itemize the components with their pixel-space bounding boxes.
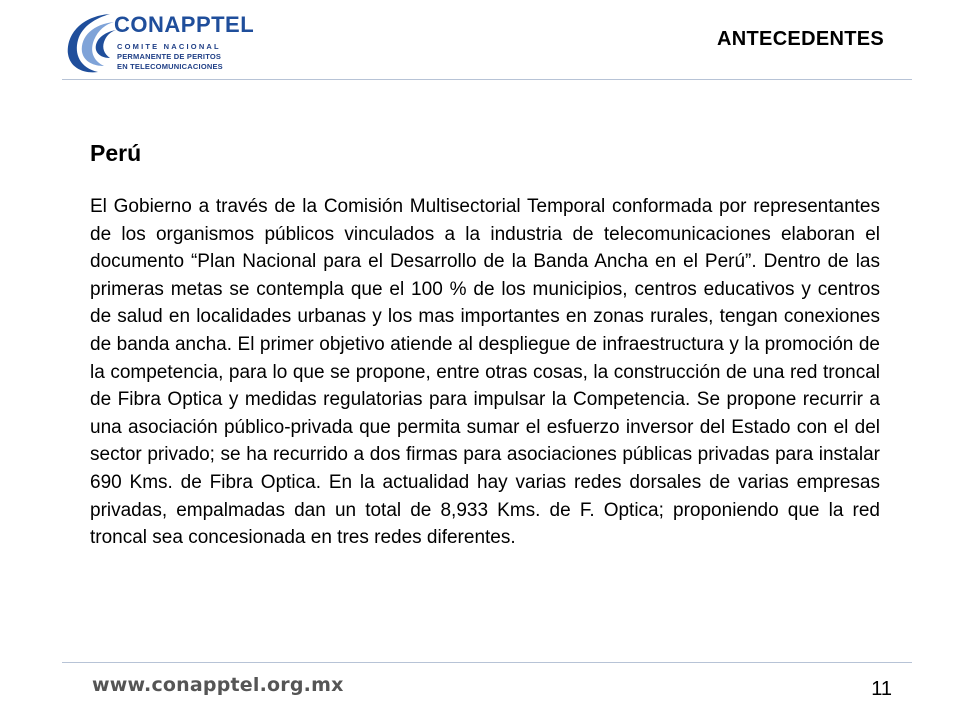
logo-name: CONAPPTEL (114, 12, 255, 37)
logo-subtitle-line3: EN TELECOMUNICACIONES (117, 62, 223, 71)
logo-swoosh-icon (62, 8, 118, 76)
main-content (90, 140, 880, 552)
page-header-title: ANTECEDENTES (717, 28, 884, 50)
footer-divider (62, 662, 912, 663)
logo-subtitle-line2: PERMANENTE DE PERITOS (117, 52, 222, 61)
footer-website-link[interactable]: www.conapptel.org.mx (92, 674, 344, 696)
header-divider (62, 79, 912, 80)
conapptel-logo (62, 8, 255, 76)
logo-subtitle-line1: COMITE NACIONAL (117, 42, 221, 51)
page-number: 11 (871, 678, 892, 700)
section-title: Perú (90, 140, 142, 166)
body-paragraph: El Gobierno a través de la Comisión Multisectorial Temporal conformada por representantes de los organismos públicos vinculados a la industria de telecomunicaciones elaboran el documento “Plan Nacional para el Desarrollo de la Banda Ancha en el Perú”. Dentro de las primeras metas se contempla que el 100 % de los municipios, centros educativos y centros de salud en localidades urbanas y los mas importantes en zonas rurales, tengan conexiones de banda ancha. El primer objetivo atiende al despliegue de infraestructura y la promoción de la competencia, para lo que se propone, entre otras cosas, la construcción de una red troncal de Fibra Optica y medidas regulatorias para impulsar la Competencia. Se propone recurrir a una asociación público-privada que permita sumar el esfuerzo inversor del Estado con el del sector privado; se ha recurrido a dos firmas para asociaciones públicas privadas para instalar 690 Kms. de Fibra Optica. En la actualidad hay varias redes dorsales de varias empresas privadas, empalmadas dan un total de 8,933 Kms. de F. Optica; proponiendo que la red troncal sea concesionada en tres redes diferentes. (90, 196, 880, 549)
